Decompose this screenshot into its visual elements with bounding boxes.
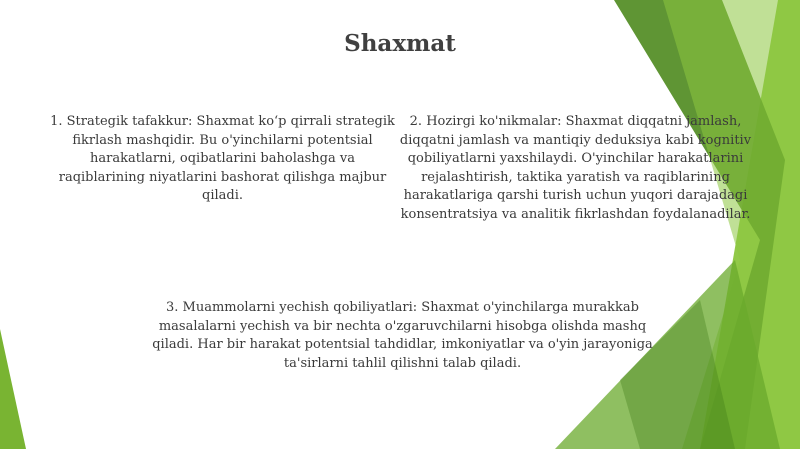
paragraph-current-skills: 2. Hozirgi ko'nikmalar: Shaxmat diqqatni jamlash, diqqatni jamlash va mantiqiy deduksiya kabi kognitiv qobiliyatlarni yaxshilaydi. O'yinchilar harakatlarini rejalashtirish, taktika yaratish va raqiblarining harakatlariga qarshi turish uchun yuqori darajadagi konsentratsiya va analitik fikrlashdan foydalanadilar. [399, 114, 752, 222]
slide-title: Shaxmat [344, 30, 456, 57]
paragraph-problem-solving: 3. Muammolarni yechish qobiliyatlari: Shaxmat o'yinchilarga murakkab masalalarni yechish va bir nechta o'zgaruvchilarni hisobga olishda mashq qiladi. Har bir harakat potentsial tahdidlar, imkoniyatlar va o'yin jarayoniga ta'sirlarni tahlil qilishni talab qiladi. [152, 300, 653, 371]
paragraph-strategic-thinking: 1. Strategik tafakkur: Shaxmat ko‘p qirrali strategik fikrlash mashqidir. Bu o'yinchilarni potentsial harakatlarni, oqibatlarini baholashga va raqiblarining niyatlarini bashorat qilishga majbur qiladi. [50, 114, 395, 203]
left-sliver-shape [0, 329, 26, 449]
